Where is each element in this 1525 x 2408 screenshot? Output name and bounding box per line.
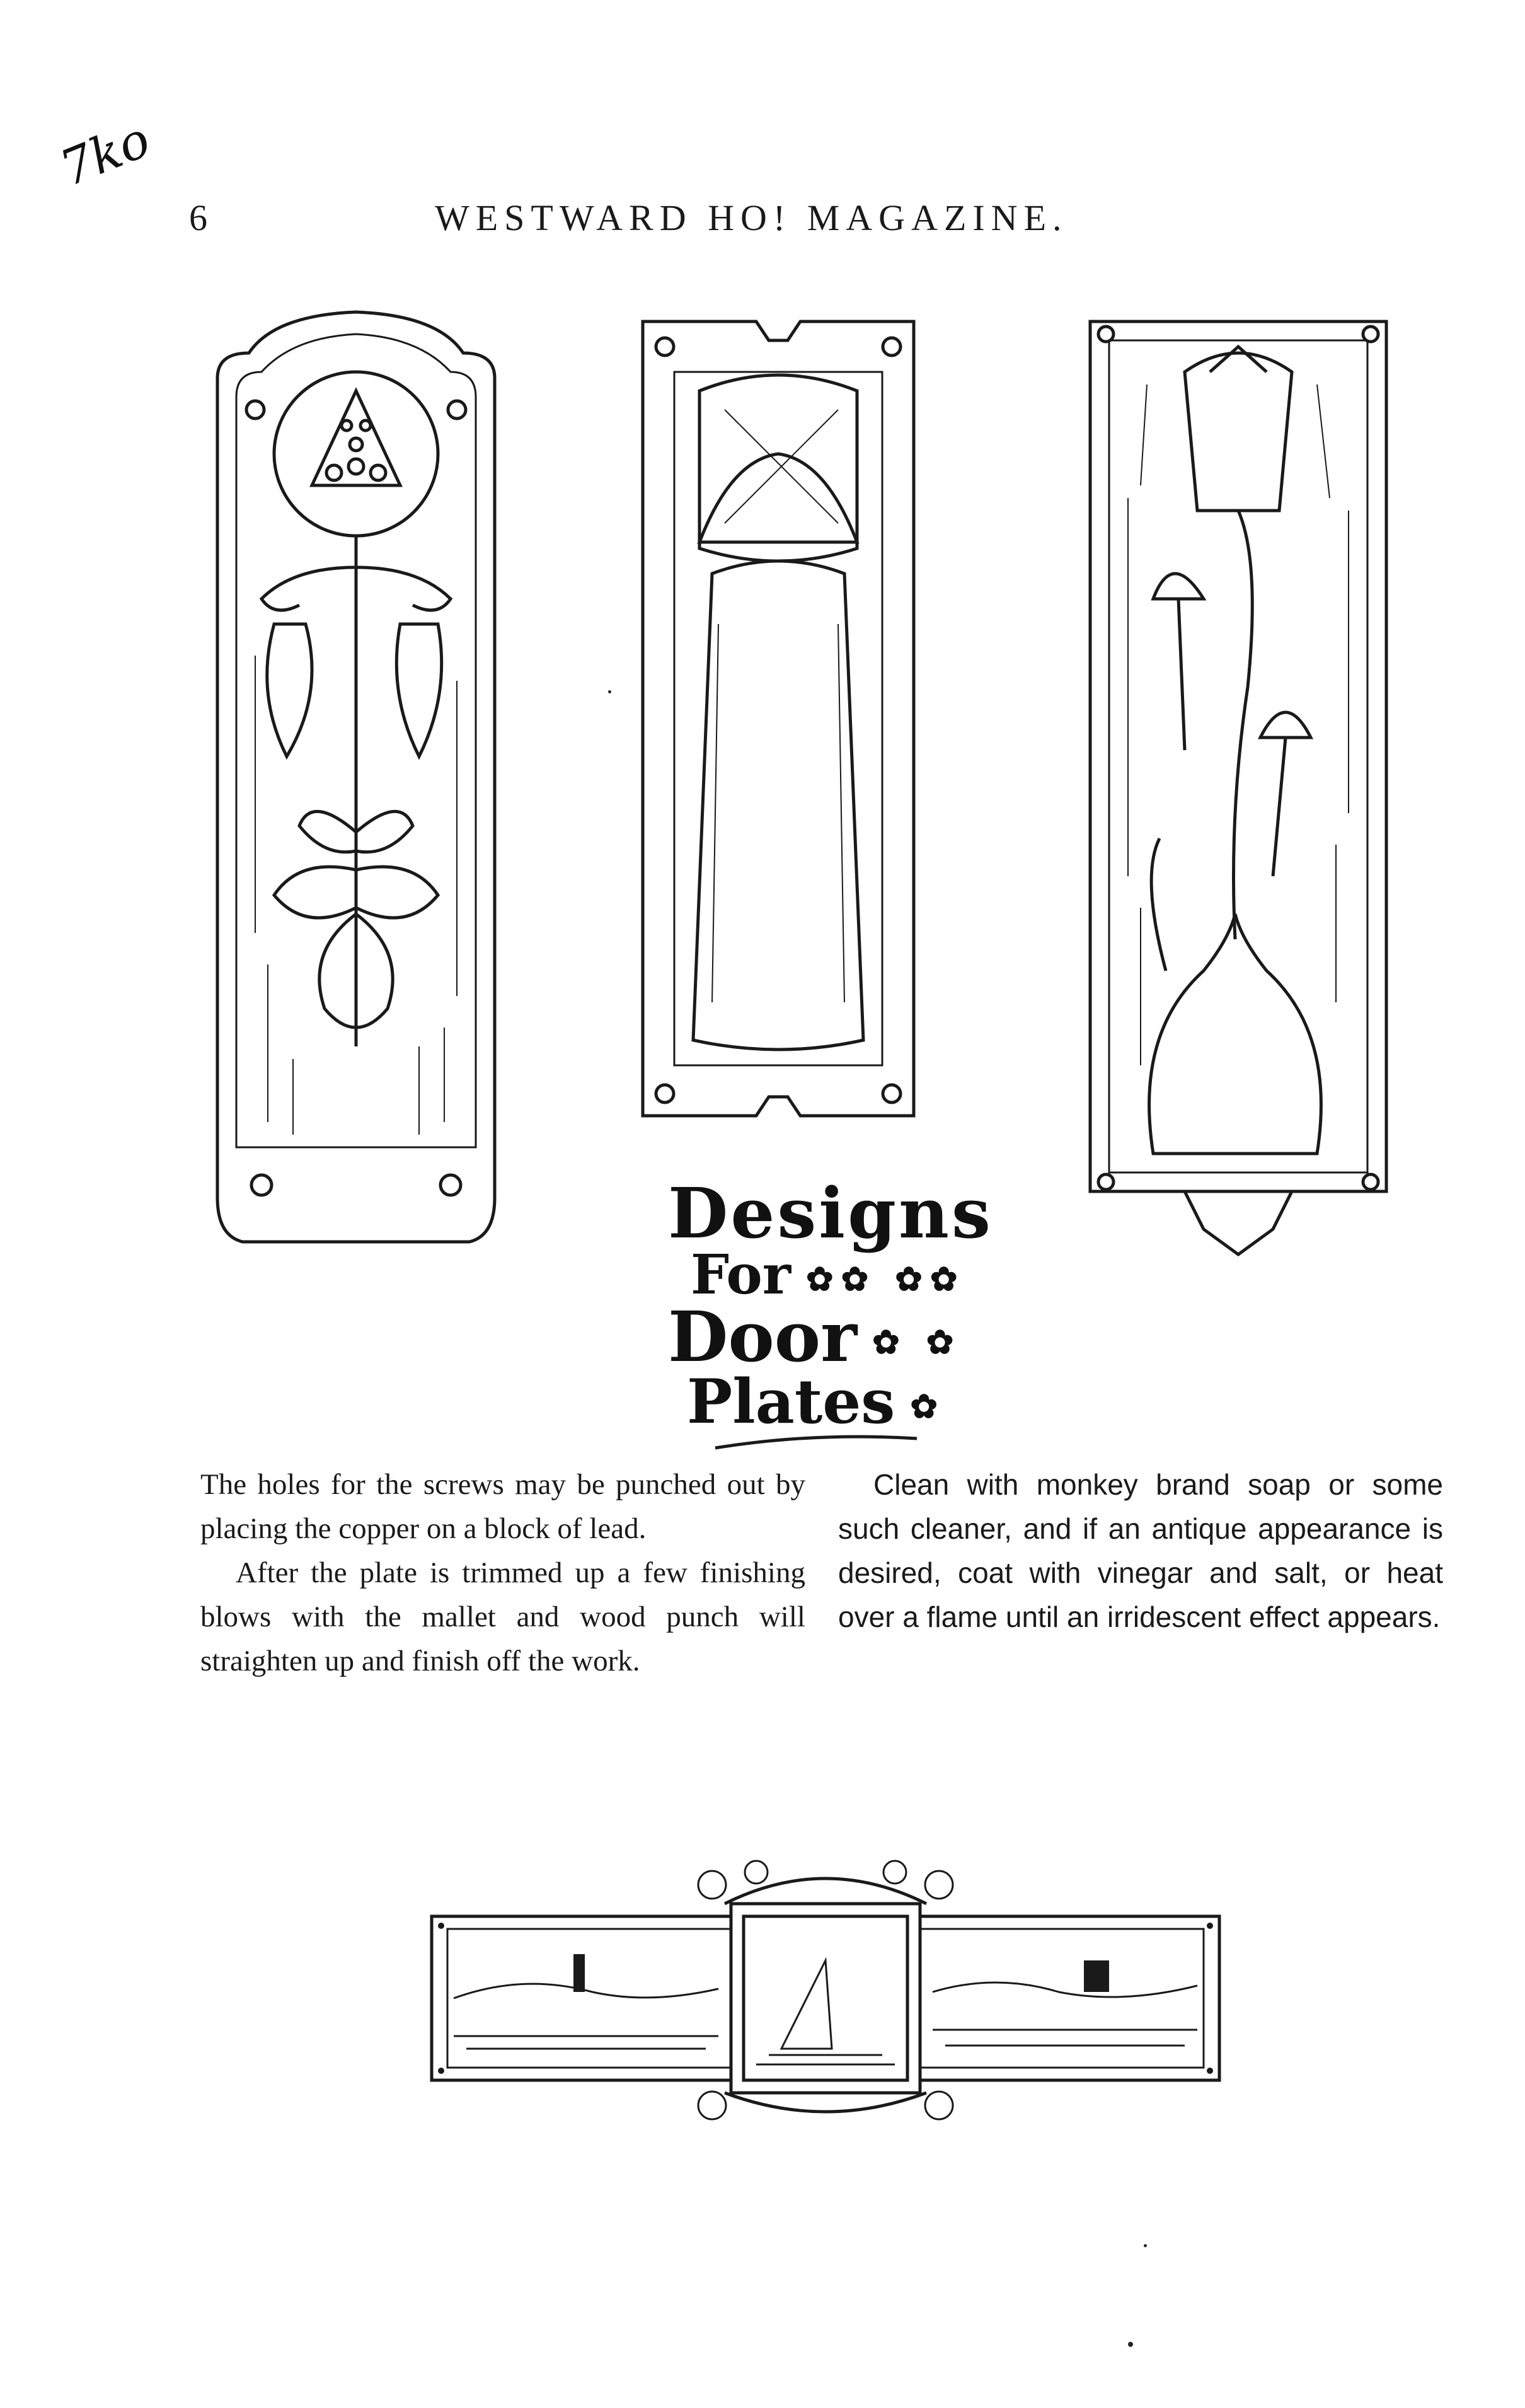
running-title: WESTWARD HO! MAGAZINE. bbox=[435, 197, 1068, 238]
illustration-caption bbox=[668, 1172, 996, 1451]
door-plate-left-illustration bbox=[199, 303, 514, 1254]
body-column-right bbox=[838, 1462, 1443, 1639]
caption-line-designs: Designs bbox=[668, 1172, 993, 1254]
body-column-left bbox=[200, 1462, 805, 1683]
page-number: 6 bbox=[189, 197, 207, 238]
caption-line-for: For bbox=[691, 1243, 791, 1307]
ink-speck bbox=[1144, 2244, 1147, 2247]
ink-speck bbox=[1128, 2342, 1133, 2347]
door-plate-right-illustration bbox=[1078, 309, 1399, 1261]
flower-ornament-icon: ✿ ✿ bbox=[872, 1323, 962, 1362]
handwritten-note: 7ko bbox=[52, 111, 158, 198]
flower-ornament-icon: ✿✿ ✿✿ bbox=[806, 1259, 965, 1299]
landscape-banner-illustration bbox=[429, 1847, 1223, 2134]
caption-line-plates: Plates bbox=[687, 1366, 895, 1437]
caption-line-door: Door bbox=[668, 1296, 858, 1377]
paragraph: Clean with monkey brand soap or some such cleaner, and if an antique appearance is desired, coat with vinegar and salt, or heat over a flame until an irridescent effect appears. bbox=[838, 1468, 1443, 1633]
paragraph: The holes for the screws may be punched out by placing the copper on a block of lead. bbox=[200, 1468, 805, 1545]
flower-ornament-icon: ✿ bbox=[910, 1387, 945, 1427]
door-plate-middle-illustration bbox=[630, 309, 926, 1128]
paragraph: After the plate is trimmed up a few finishing blows with the mallet and wood punch will straighten up and finish off the work. bbox=[200, 1556, 805, 1677]
ink-speck bbox=[608, 690, 611, 693]
